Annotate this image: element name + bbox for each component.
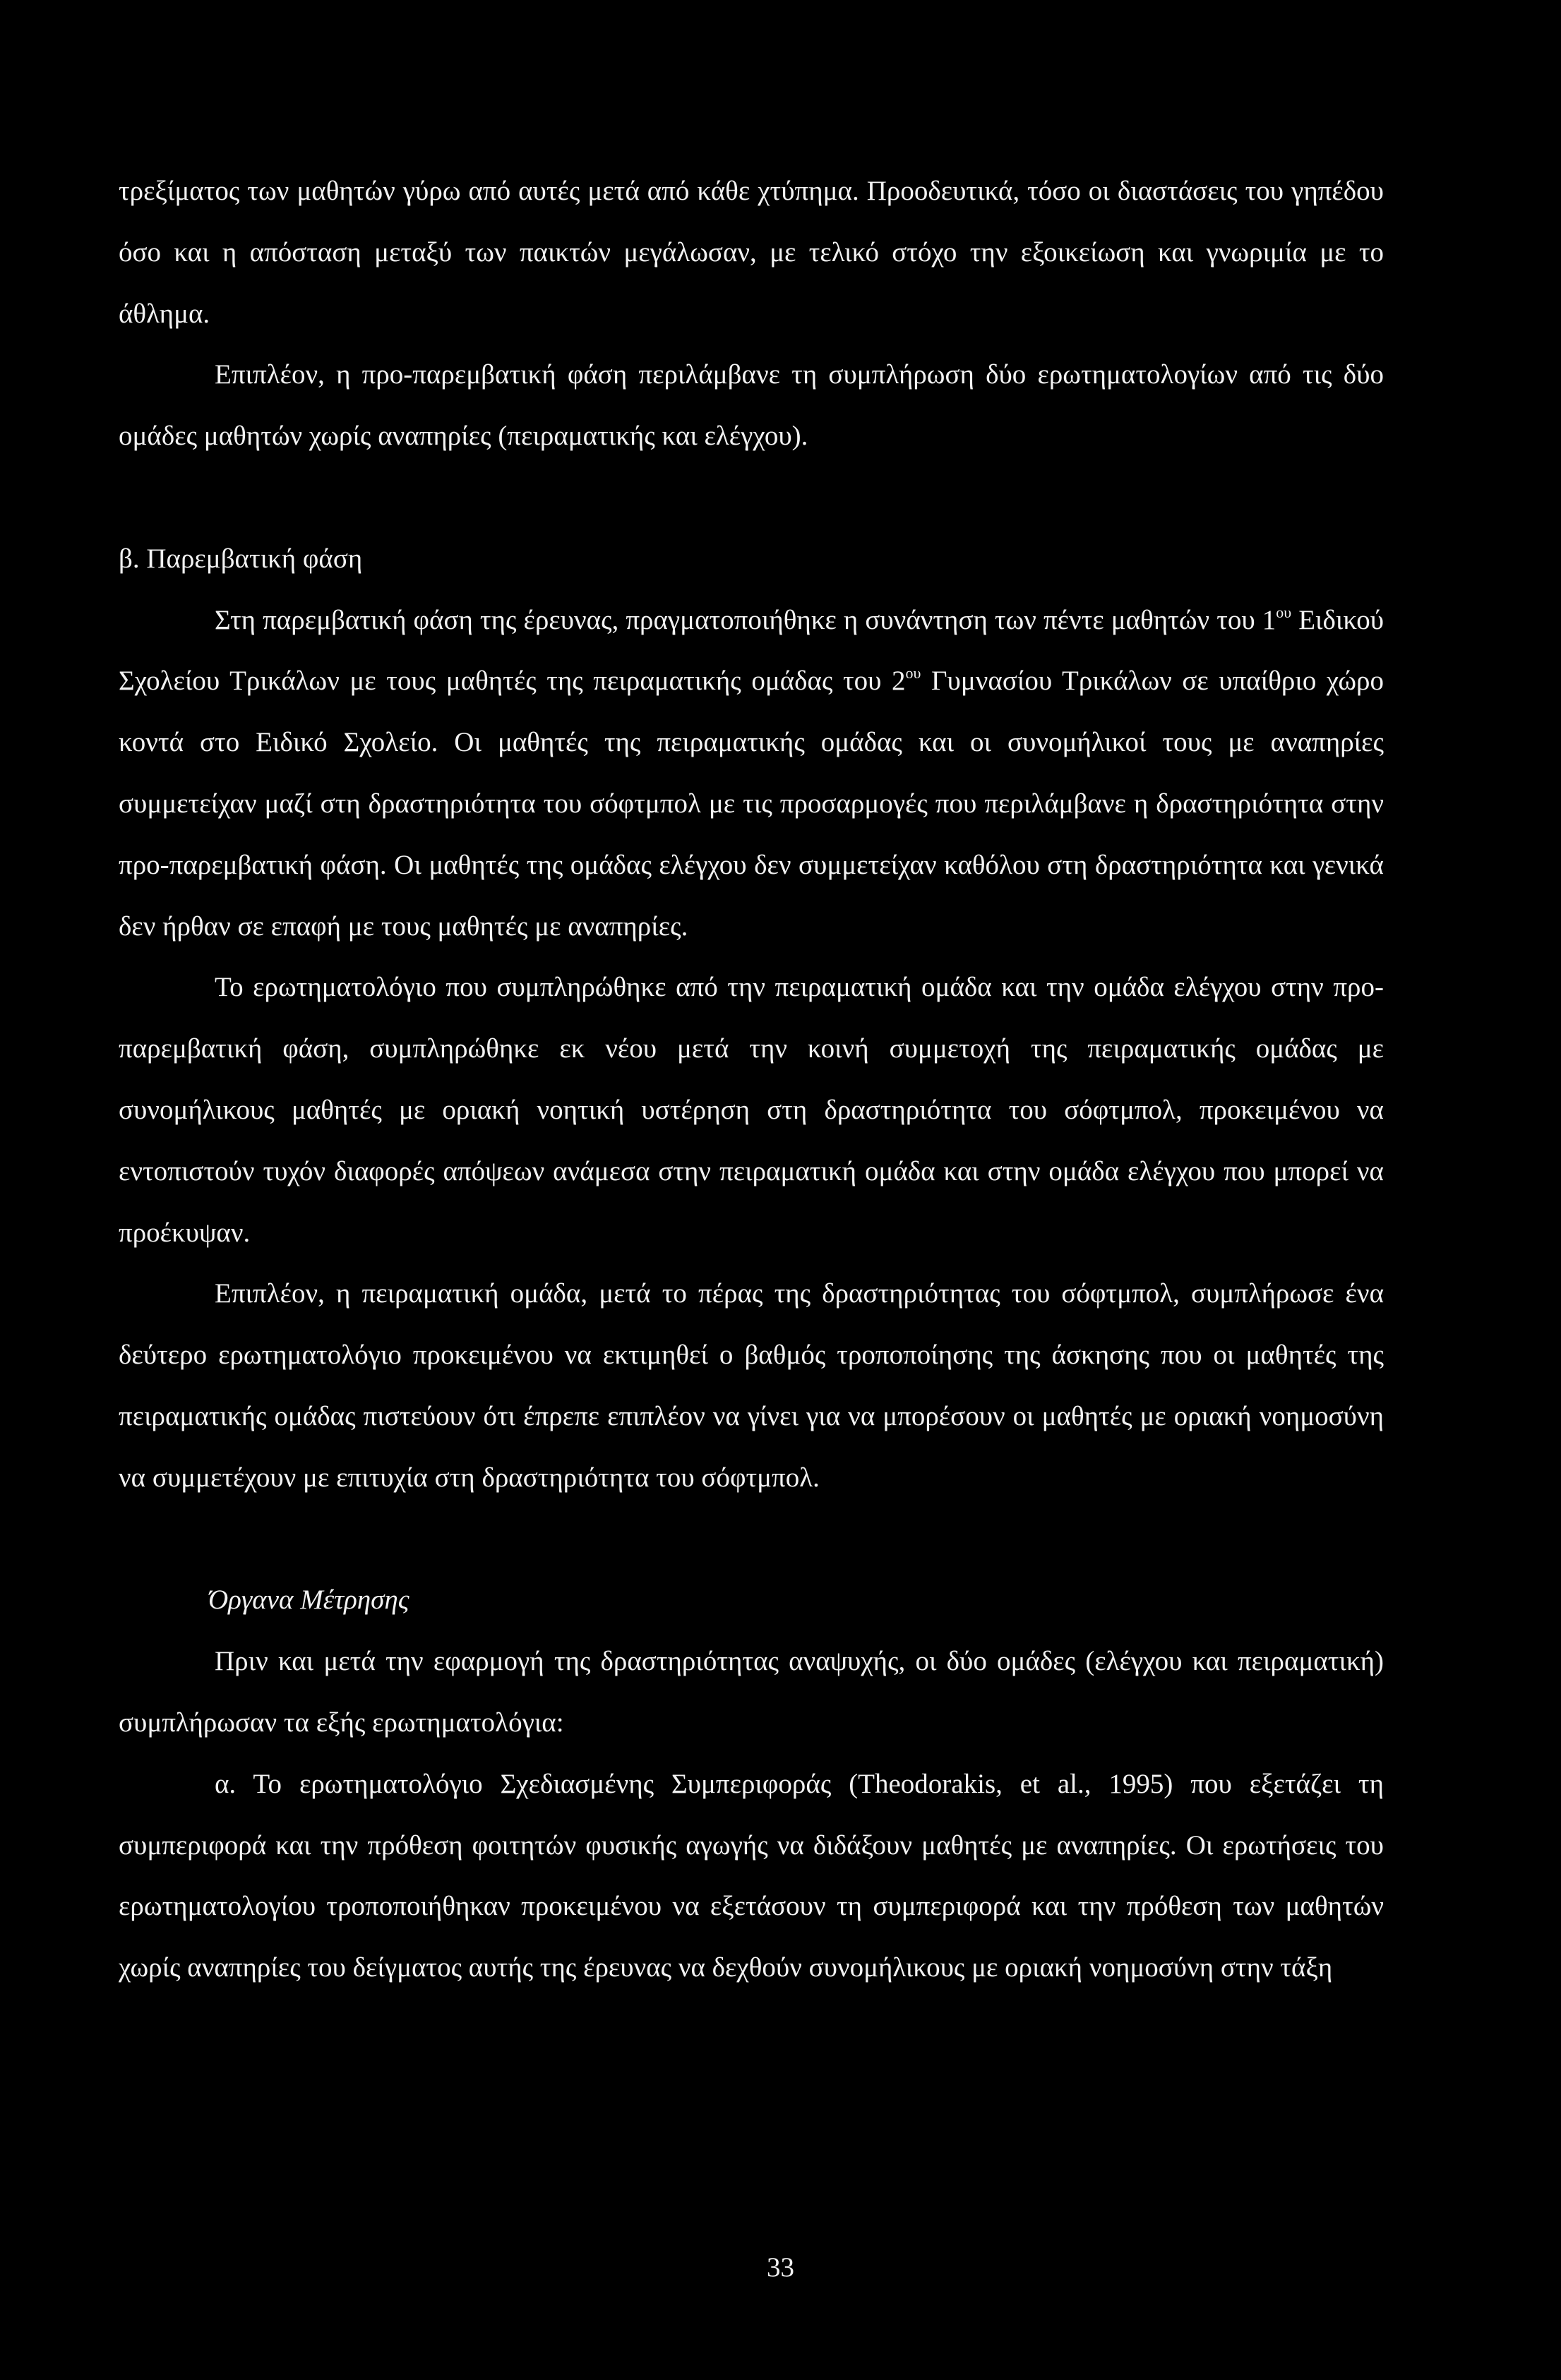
paragraph-intervention-part-3: Γυμνασίου Τρικάλων σε υπαίθριο χώρο κοντά στο Ειδικό Σχολείο. Οι μαθητές της πειραματικής ομάδας και οι συνομήλικοί τους με αναπηρίες συμμετείχαν μαζί στη δραστηριότητα του σόφτμπολ με τις προσαρμογές που περιλάμβανε η δραστηριότητα στην προ-παρεμβατική φάση. Οι μαθητές της ομάδας ελέγχου δεν συμμετείχαν καθόλου στη δραστηριότητα και γενικά δεν ήρθαν σε επαφή με τους μαθητές με αναπηρίες. <box>119 666 1384 942</box>
paragraph-intervention <box>119 590 1384 958</box>
paragraph-questionnaire-repeat: Το ερωτηματολόγιο που συμπληρώθηκε από την πειραματική ομάδα και την ομάδα ελέγχου στην προ-παρεμβατική φάση, συμπληρώθηκε εκ νέου μετά την κοινή συμμετοχή της πειραματικής ομάδας με συνομήλικους μαθητές με οριακή νοητική υστέρηση στη δραστηριότητα του σόφτμπολ, προκειμένου να εντοπιστούν τυχόν διαφορές απόψεων ανάμεσα στην πειραματική ομάδα και στην ομάδα ελέγχου που μπορεί να προέκυψαν. <box>119 972 1384 1248</box>
body-text <box>119 161 1384 1999</box>
paragraph-continuation: τρεξίματος των μαθητών γύρω από αυτές μετά από κάθε χτύπημα. Προοδευτικά, τόσο οι διαστάσεις του γηπέδου όσο και η απόσταση μεταξύ των παικτών μεγάλωσαν, με τελικό στόχο την εξοικείωση και γνωριμία με το άθλημα. <box>119 176 1384 329</box>
section-heading-intervention: β. Παρεμβατική φάση <box>119 543 363 574</box>
paragraph-instruments-intro: Πριν και μετά την εφαρμογή της δραστηριότητας αναψυχής, οι δύο ομάδες (ελέγχου και πειραματική) συμπλήρωσαν τα εξής ερωτηματολόγια: <box>119 1646 1384 1738</box>
page-number: 33 <box>767 2252 794 2283</box>
ordinal-suffix-1: ου <box>1276 603 1292 621</box>
paragraph-planned-behavior: α. Το ερωτηματολόγιο Σχεδιασμένης Συμπεριφοράς (Theodorakis, et al., 1995) που εξετάζει τη συμπεριφορά και την πρόθεση φοιτητών φυσικής αγωγής να διδάξουν μαθητές με αναπηρίες. Οι ερωτήσεις του ερωτηματολογίου τροποποιήθηκαν προκειμένου να εξετάσουν τη συμπεριφορά και την πρόθεση των μαθητών χωρίς αναπηρίες του δείγματος αυτής της έρευνας να δεχθούν συνομήλικους με οριακή νοημοσύνη στην τάξη <box>119 1768 1384 1983</box>
paragraph-pre-intervention: Επιπλέον, η προ-παρεμβατική φάση περιλάμβανε τη συμπλήρωση δύο ερωτηματολογίων από τις δύο ομάδες μαθητών χωρίς αναπηρίες (πειραματικής και ελέγχου). <box>119 359 1384 452</box>
ordinal-suffix-2: ου <box>905 664 921 683</box>
paragraph-second-questionnaire: Επιπλέον, η πειραματική ομάδα, μετά το πέρας της δραστηριότητας του σόφτμπολ, συμπλήρωσε ένα δεύτερο ερωτηματολόγιο προκειμένου να εκτιμηθεί ο βαθμός τροποποίησης της άσκησης που οι μαθητές της πειραματικής ομάδας πιστεύουν ότι έπρεπε επιπλέον να γίνει για να μπορέσουν οι μαθητές με οριακή νοημοσύνη να συμμετέχουν με επιτυχία στη δραστηριότητα του σόφτμπολ. <box>119 1278 1384 1493</box>
section-heading-instruments: Όργανα Μέτρησης <box>208 1585 409 1616</box>
paragraph-intervention-part-2: Ειδικού Σχολείου Τρικάλων με τους μαθητές της πειραματικής ομάδας του 2 <box>119 604 1384 697</box>
paragraph-intervention-part-1: Στη παρεμβατική φάση της έρευνας, πραγματοποιήθηκε η συνάντηση των πέντε μαθητών του 1 <box>215 604 1276 635</box>
